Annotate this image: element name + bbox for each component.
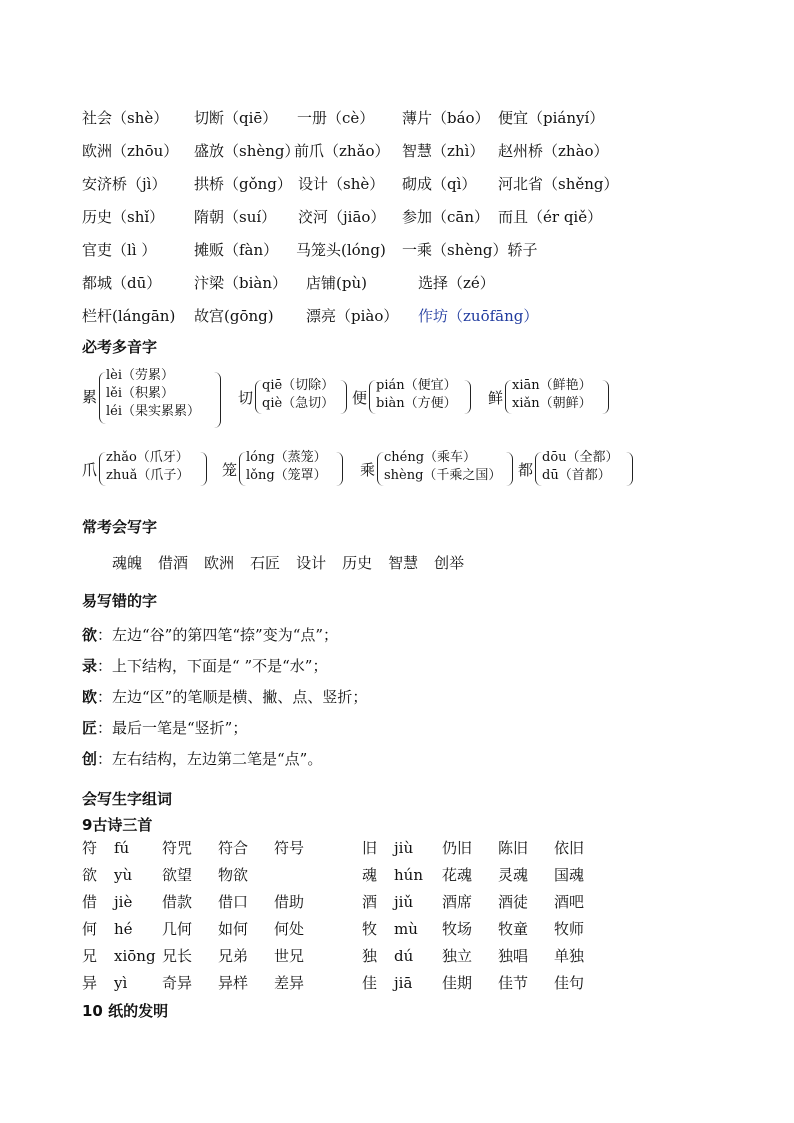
error-item xyxy=(82,624,338,645)
common-word: 设计 xyxy=(296,554,327,572)
vocab-word: 酒吧 xyxy=(554,893,585,911)
pinyin-word: 洨河（jiāo） xyxy=(298,208,386,226)
error-char: 欧 xyxy=(82,688,98,706)
pinyin-word: 智慧（zhì） xyxy=(402,142,485,160)
vocab-pinyin: dú xyxy=(394,947,414,965)
right-brace-icon xyxy=(200,452,207,486)
vocab-word: 佳节 xyxy=(498,974,529,992)
polyphone-char: 乘 xyxy=(360,461,376,479)
error-note: ：最后一笔是“竖折”； xyxy=(97,719,248,737)
vocab-word: 佳句 xyxy=(554,974,585,992)
reading-line: biàn（方便） xyxy=(376,396,457,411)
common-word: 欧洲 xyxy=(204,554,235,572)
pinyin-word: 一乘（shèng）轿子 xyxy=(402,241,538,259)
vocab-char: 佳 xyxy=(362,974,378,992)
left-brace-icon xyxy=(535,452,542,486)
polyphone-char: 鲜 xyxy=(488,389,504,407)
vocab-word: 奇异 xyxy=(162,974,193,992)
vocab-char: 旧 xyxy=(362,839,378,857)
vocab-char: 酒 xyxy=(362,893,378,911)
polyphone-char: 切 xyxy=(238,389,254,407)
vocab-word: 牧场 xyxy=(442,920,473,938)
vocab-char: 牧 xyxy=(362,920,378,938)
section-title-vocab: 会写生字组词 xyxy=(82,790,173,808)
reading-line: chéng（乘车） xyxy=(384,450,477,465)
pinyin-word: 汴梁（biàn） xyxy=(194,274,288,292)
section-title-polyphone: 必考多音字 xyxy=(82,338,158,356)
left-brace-icon xyxy=(99,452,106,486)
right-brace-icon xyxy=(602,380,609,414)
left-brace-icon xyxy=(377,452,384,486)
lesson-title-9: 9古诗三首 xyxy=(82,816,153,834)
reading-line: léi（果实累累） xyxy=(106,404,201,419)
vocab-pinyin: yù xyxy=(114,866,133,884)
pinyin-word: 摊贩（fàn） xyxy=(194,241,279,259)
vocab-word: 差异 xyxy=(274,974,305,992)
pinyin-word: 隋朝（suí） xyxy=(194,208,277,226)
pinyin-word: 栏杆(lángān) xyxy=(82,307,176,325)
vocab-word: 国魂 xyxy=(554,866,585,884)
error-note: ：上下结构，下面是“ ”不是“水”； xyxy=(97,657,328,675)
vocab-word: 单独 xyxy=(554,947,585,965)
pinyin-word: 薄片（báo） xyxy=(402,109,490,127)
reading-line: shèng（千乘之国） xyxy=(384,468,502,483)
error-char: 欲 xyxy=(82,626,98,644)
pinyin-word: 切断（qiē） xyxy=(194,109,278,127)
reading-line: lěi（积累） xyxy=(106,386,175,401)
pinyin-word: 漂亮（piào） xyxy=(306,307,399,325)
reading-line: dōu（全都） xyxy=(542,450,619,465)
lesson-title-10: 10 纸的发明 xyxy=(82,1002,169,1020)
reading-line: lèi（劳累） xyxy=(106,368,175,383)
vocab-char: 欲 xyxy=(82,866,98,884)
pinyin-word: 作坊（zuōfāng） xyxy=(418,307,539,325)
pinyin-word: 一册（cè） xyxy=(297,109,375,127)
vocab-char: 何 xyxy=(82,920,98,938)
pinyin-word: 社会（shè） xyxy=(82,109,169,127)
vocab-word: 牧师 xyxy=(554,920,585,938)
vocab-pinyin: jiā xyxy=(394,974,413,992)
vocab-char: 独 xyxy=(362,947,378,965)
left-brace-icon xyxy=(369,380,376,414)
common-word: 创举 xyxy=(434,554,465,572)
vocab-pinyin: yì xyxy=(114,974,128,992)
vocab-word: 几何 xyxy=(162,920,193,938)
pinyin-word: 参加（cān） xyxy=(402,208,490,226)
pinyin-word: 马笼头(lóng) xyxy=(296,241,386,259)
vocab-word: 酒徒 xyxy=(498,893,529,911)
right-brace-icon xyxy=(626,452,633,486)
vocab-pinyin: xiōng xyxy=(114,947,156,965)
pinyin-word: 便宜（piányí） xyxy=(498,109,605,127)
reading-line: zhuǎ（爪子） xyxy=(106,468,190,483)
vocab-word: 花魂 xyxy=(442,866,473,884)
error-item xyxy=(82,748,322,769)
pinyin-word: 而且（ér qiě） xyxy=(498,208,603,226)
vocab-char: 魂 xyxy=(362,866,378,884)
reading-line: zhǎo（爪牙） xyxy=(106,450,189,465)
pinyin-word: 官吏（lì ） xyxy=(82,241,157,259)
vocab-char: 借 xyxy=(82,893,98,911)
error-item xyxy=(82,686,367,707)
common-word: 石匠 xyxy=(250,554,281,572)
vocab-char: 符 xyxy=(82,839,98,857)
right-brace-icon xyxy=(340,380,347,414)
vocab-word: 依旧 xyxy=(554,839,585,857)
error-char: 匠 xyxy=(82,719,98,737)
common-word: 借酒 xyxy=(158,554,189,572)
pinyin-word: 拱桥（gǒng） xyxy=(194,175,292,193)
polyphone-char: 便 xyxy=(352,389,368,407)
pinyin-word: 历史（shǐ） xyxy=(82,208,165,226)
vocab-pinyin: hún xyxy=(394,866,423,884)
vocab-word: 欲望 xyxy=(162,866,193,884)
pinyin-word: 选择（zé） xyxy=(418,274,495,292)
pinyin-word: 店铺(pù) xyxy=(306,274,367,292)
vocab-word: 佳期 xyxy=(442,974,473,992)
vocab-char: 异 xyxy=(82,974,98,992)
error-item xyxy=(82,655,327,676)
vocab-word: 符号 xyxy=(274,839,305,857)
error-note: ：左右结构，左边第二笔是“点”。 xyxy=(97,750,323,768)
vocab-pinyin: jiù xyxy=(394,839,414,857)
pinyin-word: 欧洲（zhōu） xyxy=(82,142,179,160)
pinyin-word: 都城（dū） xyxy=(82,274,162,292)
pinyin-word: 赵州桥（zhào） xyxy=(498,142,609,160)
pinyin-word: 河北省（shěng） xyxy=(498,175,619,193)
error-char: 录 xyxy=(82,657,98,675)
vocab-word: 兄弟 xyxy=(218,947,249,965)
vocab-pinyin: hé xyxy=(114,920,133,938)
error-char: 创 xyxy=(82,750,98,768)
polyphone-char: 累 xyxy=(82,388,98,406)
vocab-word: 世兄 xyxy=(274,947,305,965)
vocab-word: 仍旧 xyxy=(442,839,473,857)
reading-line: qiè（急切） xyxy=(262,396,335,411)
vocab-pinyin: fú xyxy=(114,839,130,857)
pinyin-word: 设计（shè） xyxy=(298,175,385,193)
right-brace-icon xyxy=(336,452,343,486)
reading-line: xiān（鲜艳） xyxy=(512,378,592,393)
vocab-word: 陈旧 xyxy=(498,839,529,857)
left-brace-icon xyxy=(99,372,106,424)
vocab-word: 如何 xyxy=(218,920,249,938)
common-word: 历史 xyxy=(342,554,373,572)
vocab-word: 异样 xyxy=(218,974,249,992)
pinyin-word: 盛放（shèng） xyxy=(194,142,300,160)
common-word-list xyxy=(112,552,480,573)
error-item xyxy=(82,717,247,738)
pinyin-word: 砌成（qì） xyxy=(402,175,477,193)
vocab-pinyin: jiè xyxy=(114,893,133,911)
vocab-word: 符咒 xyxy=(162,839,193,857)
polyphone-char: 笼 xyxy=(222,461,238,479)
pinyin-word: 安济桥（jì） xyxy=(82,175,167,193)
polyphone-char: 爪 xyxy=(82,461,98,479)
section-title-error: 易写错的字 xyxy=(82,592,158,610)
error-note: ：左边“区”的笔顺是横、撇、点、竖折； xyxy=(97,688,368,706)
reading-line: dū（首都） xyxy=(542,468,611,483)
common-word: 智慧 xyxy=(388,554,419,572)
polyphone-char: 都 xyxy=(518,461,534,479)
vocab-pinyin: jiǔ xyxy=(394,893,414,911)
vocab-word: 借助 xyxy=(274,893,305,911)
vocab-word: 独唱 xyxy=(498,947,529,965)
section-title-common: 常考会写字 xyxy=(82,518,158,536)
vocab-word: 何处 xyxy=(274,920,305,938)
left-brace-icon xyxy=(239,452,246,486)
common-word: 魂魄 xyxy=(112,554,143,572)
vocab-word: 借口 xyxy=(218,893,249,911)
vocab-char: 兄 xyxy=(82,947,98,965)
vocab-word: 灵魂 xyxy=(498,866,529,884)
pinyin-word: 前爪（zhǎo） xyxy=(294,142,390,160)
reading-line: lǒng（笼罩） xyxy=(246,468,327,483)
vocab-word: 物欲 xyxy=(218,866,249,884)
left-brace-icon xyxy=(505,380,512,414)
vocab-word: 酒席 xyxy=(442,893,473,911)
right-brace-icon xyxy=(464,380,471,414)
right-brace-icon xyxy=(506,452,513,486)
reading-line: qiē（切除） xyxy=(262,378,335,393)
right-brace-icon xyxy=(214,372,221,428)
vocab-word: 借款 xyxy=(162,893,193,911)
reading-line: xiǎn（朝鲜） xyxy=(512,396,592,411)
vocab-word: 独立 xyxy=(442,947,473,965)
vocab-pinyin: mù xyxy=(394,920,418,938)
error-note: ：左边“谷”的第四笔“捺”变为“点”； xyxy=(97,626,339,644)
reading-line: lóng（蒸笼） xyxy=(246,450,327,465)
vocab-word: 牧童 xyxy=(498,920,529,938)
vocab-word: 兄长 xyxy=(162,947,193,965)
reading-line: pián（便宜） xyxy=(376,378,457,393)
left-brace-icon xyxy=(255,380,262,414)
pinyin-word: 故宫(gōng) xyxy=(194,307,274,325)
vocab-word: 符合 xyxy=(218,839,249,857)
